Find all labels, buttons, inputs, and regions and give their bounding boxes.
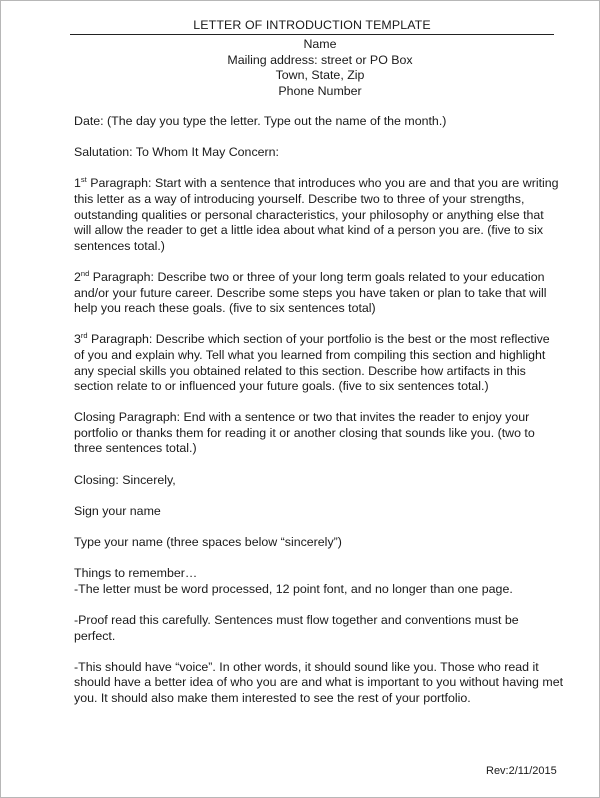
paragraph-text: Paragraph: Describe which section of your portfolio is the best or the most reflective <box>87 332 550 347</box>
sender-mailing-address: Mailing address: street or PO Box <box>227 52 413 67</box>
letter-body <box>74 114 600 707</box>
sender-phone: Phone Number <box>278 83 362 98</box>
paragraph-number: 1 <box>74 176 81 191</box>
paragraph-text: Paragraph: Start with a sentence that introduces who you are and that you are writing <box>86 176 559 191</box>
first-paragraph-line: will allow the reader to get a little idea about what kind of a person you are. (five to six <box>74 223 544 238</box>
reminder-line: -Proof read this carefully. Sentences must flow together and conventions must be <box>74 613 519 627</box>
reminder-line: -This should have “voice”. In other words, it should sound like you. Those who read it <box>74 659 539 674</box>
sender-header <box>70 37 570 99</box>
ordinal-suffix: st <box>80 175 87 185</box>
second-paragraph-line: and/or your future career. Describe some steps you have taken or plan to take that will <box>74 285 547 300</box>
reminder-line: should have a better idea of who you are and what is important to you without having met <box>74 675 564 690</box>
sender-name: Name <box>303 37 337 51</box>
reminder-line: perfect. <box>74 628 116 643</box>
reminder-line: you. It should also make them interested to see the rest of your portfolio. <box>74 690 471 705</box>
reminder-item <box>74 660 600 707</box>
reminder-item: -The letter must be word processed, 12 point font, and no longer than one page. <box>74 581 513 596</box>
third-paragraph-line: section relate to or influenced your future goals. (five to six sentences total.) <box>74 379 489 394</box>
third-paragraph-line <box>74 332 600 348</box>
third-paragraph-line: of you and explain why. Tell what you learned from compiling this section and highlight <box>74 347 546 362</box>
reminders-heading: Things to remember… <box>74 566 198 581</box>
revision-date: Rev:2/11/2015 <box>486 765 557 777</box>
ordinal-suffix: rd <box>80 331 88 341</box>
first-paragraph-line: sentences total.) <box>74 238 165 253</box>
third-paragraph-line: any special skills you obtained related to this section. Describe how artifacts in this <box>74 363 526 378</box>
document-title: LETTER OF INTRODUCTION TEMPLATE <box>193 18 431 32</box>
second-paragraph-line: help you reach these goals. (five to six sentences total) <box>74 301 376 316</box>
closing-paragraph-line: portfolio or thanks them for reading it or another closing that sounds like you. (two to <box>74 425 535 440</box>
salutation-line: Salutation: To Whom It May Concern: <box>74 145 279 160</box>
paragraph-text: Paragraph: Describe two or three of your long term goals related to your education <box>89 269 545 284</box>
date-line: Date: (The day you type the letter. Type out the name of the month.) <box>74 114 447 128</box>
first-paragraph-line <box>74 176 600 192</box>
paragraph-number: 3 <box>74 332 81 347</box>
closing-line: Closing: Sincerely, <box>74 472 176 487</box>
signature-line: Sign your name <box>74 503 161 518</box>
first-paragraph-line: outstanding qualities or personal characteristics, your philosophy or anything else that <box>74 207 544 222</box>
first-paragraph-line: this letter as a way of introducing yourself. Describe two to three of your strengths, <box>74 191 525 206</box>
paragraph-number: 2 <box>74 269 81 284</box>
typed-name-line: Type your name (three spaces below “sincerely”) <box>74 535 342 550</box>
third-paragraph <box>74 332 600 394</box>
closing-paragraph-line: Closing Paragraph: End with a sentence or two that invites the reader to enjoy your <box>74 410 530 425</box>
second-paragraph-line <box>74 270 600 286</box>
closing-paragraph <box>74 410 600 457</box>
ordinal-suffix: nd <box>80 268 90 278</box>
sender-town-state-zip: Town, State, Zip <box>275 68 365 83</box>
title-rule <box>70 34 554 35</box>
second-paragraph <box>74 270 600 317</box>
closing-paragraph-line: three sentences total.) <box>74 441 197 456</box>
reminder-item <box>74 613 600 644</box>
first-paragraph <box>74 176 600 254</box>
